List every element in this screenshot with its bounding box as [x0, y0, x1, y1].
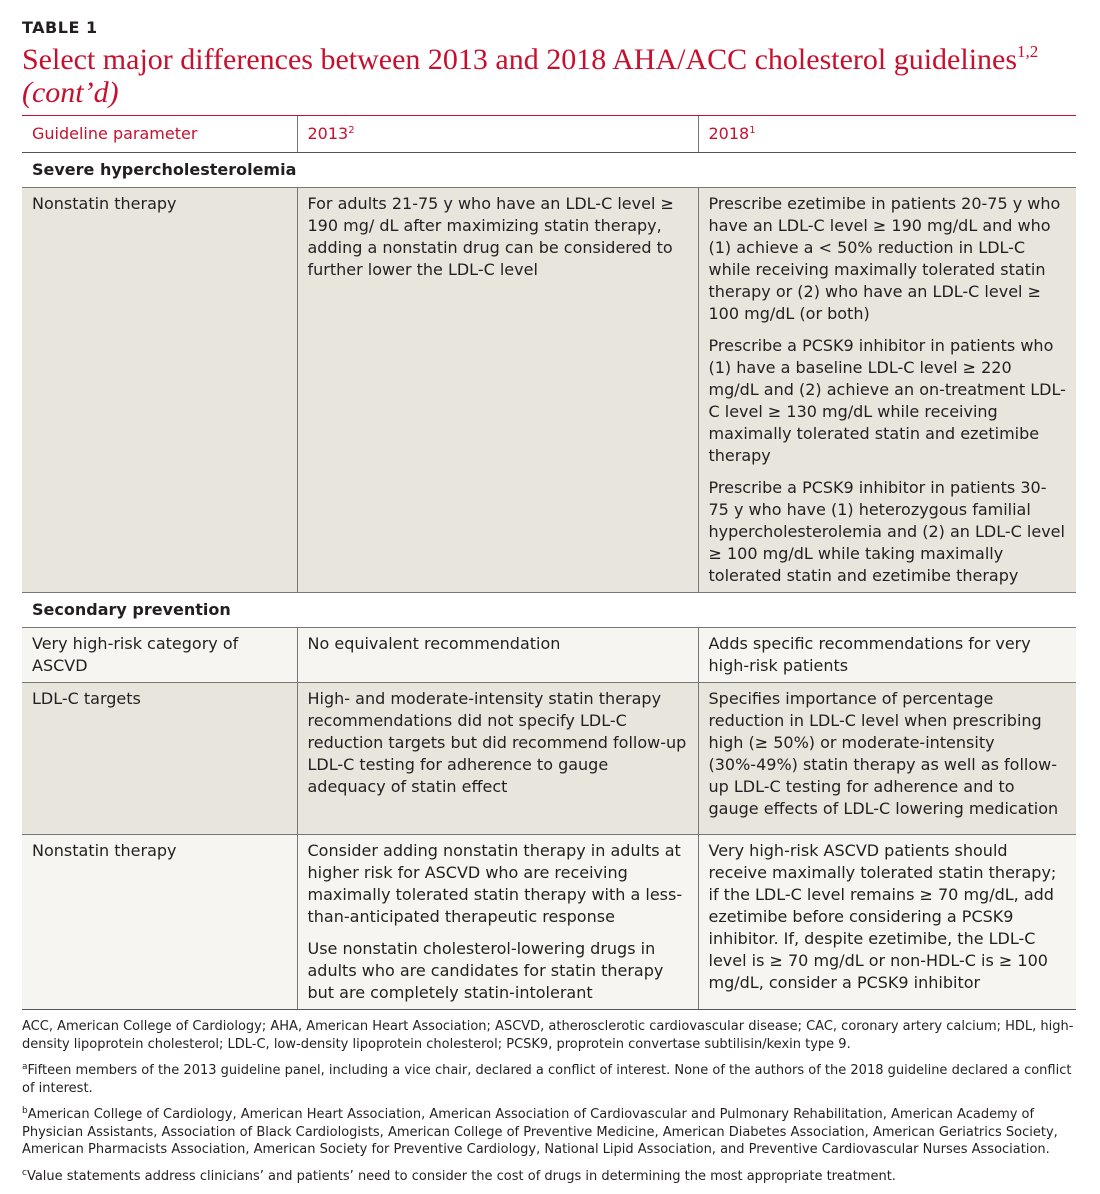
row-param: Very high-risk category of ASCVD — [22, 628, 297, 683]
table-row — [22, 628, 1076, 683]
table-row — [22, 835, 1076, 1010]
section-title: Secondary prevention — [22, 593, 1076, 628]
title-suffix: (cont’d) — [22, 76, 119, 109]
table-row — [22, 188, 1076, 593]
row-2013: High- and moderate-intensity statin therapy recommendations did not specify LDL-C reduction targets but did recommend follow-up LDL-C testing for adherence to gauge adequacy of statin effect — [297, 683, 698, 835]
row-2013: For adults 21-75 y who have an LDL-C level ≥ 190 mg/ dL after maximizing statin therapy, adding a nonstatin drug can be considered to further lower the LDL-C level — [297, 188, 698, 593]
comparison-table — [22, 115, 1076, 1010]
row-2013: Consider adding nonstatin therapy in adults at higher risk for ASCVD who are receiving maximally tolerated statin therapy with a less-than-anticipated therapeutic response Use nonstatin cholesterol-lowering drugs in adults who are candidates for statin therapy but are completely statin-intolerant — [297, 835, 698, 1010]
section-severe-hypercholesterolemia — [22, 153, 1076, 188]
section-title: Severe hypercholesterolemia — [22, 153, 1076, 188]
row-2018: Prescribe ezetimibe in patients 20-75 y who have an LDL-C level ≥ 190 mg/dL and who (1) achieve a < 50% reduction in LDL-C while receiving maximally tolerated statin therapy or (2) who have an LDL-C level ≥ 100 mg/dL (or both) Prescribe a PCSK9 inhibitor in patients who (1) have a baseline LDL-C level ≥ 220 mg/dL and (2) achieve an on-treatment LDL-C level ≥ 130 mg/dL while receiving maximally tolerated statin and ezetimibe therapy Prescribe a PCSK9 inhibitor in patients 30-75 y who have (1) heterozygous familial hypercholesterolemia and (2) an LDL-C level ≥ 100 mg/dL while taking maximally tolerated statin and ezetimibe therapy — [698, 188, 1076, 593]
title-main: Select major differences between 2013 and 2018 AHA/ACC cholesterol guidelines — [22, 43, 1018, 76]
header-2013: 2013$^2$ — [297, 116, 698, 153]
footnote-abbreviations: ACC, American College of Cardiology; AHA, American Heart Association; ASCVD, atherosclerotic cardiovascular disease; CAC, coronary artery calcium; HDL, high-density lipoprotein cholesterol; LDL-C, low-density lipoprotein cholesterol; PCSK9, proprotein convertase subtilisin/kexin type 9. — [22, 1019, 1074, 1052]
footnote-a: $^a$Fifteen members of the 2013 guideline panel, including a vice chair, declared a conflict of interest. None of the authors of the 2018 guideline declared a conflict of interest. — [22, 1062, 1072, 1096]
row-2013: No equivalent recommendation — [297, 628, 698, 683]
row-2018: Specifies importance of percentage reduction in LDL-C level when prescribing high (≥ 50%) or moderate-intensity (30%-49%) statin therapy as well as follow-up LDL-C testing for adherence and to gauge effects of LDL-C lowering medication — [698, 683, 1076, 835]
footnote-c: $^c$Value statements address clinicians’ and patients’ need to consider the cost of drugs in determining the most appropriate treatment. — [22, 1167, 896, 1184]
title-refs: 1,2 — [1017, 42, 1039, 61]
footnote-b: $^b$American College of Cardiology, American Heart Association, American Association of Cardiovascular and Pulmonary Rehabilitation, American Academy of Physician Assistants, Association of Black Cardiologists, American College of Preventive Medicine, American Diabetes Association, American Geriatrics Society, American Pharmacists Association, American Society for Preventive Cardiology, National Lipid Association, and Preventive Cardiovascular Nurses Association. — [22, 1106, 1058, 1157]
row-param: Nonstatin therapy — [22, 188, 297, 593]
table-label: TABLE 1 — [22, 18, 98, 37]
footnotes — [22, 1018, 1076, 1185]
row-2018: Very high-risk ASCVD patients should receive maximally tolerated statin therapy; if the LDL-C level remains ≥ 70 mg/dL, add ezetimibe before considering a PCSK9 inhibitor. If, despite ezetimibe, the LDL-C level is ≥ 70 mg/dL or non-HDL-C is ≥ 100 mg/dL, consider a PCSK9 inhibitor — [698, 835, 1076, 1010]
row-param: Nonstatin therapy — [22, 835, 297, 1010]
header-guideline-parameter: Guideline parameter — [22, 116, 297, 153]
section-secondary-prevention — [22, 593, 1076, 628]
header-2018: 2018$^1$ — [698, 116, 1076, 153]
row-param: LDL-C targets — [22, 683, 297, 835]
row-2018: Adds specific recommendations for very high-risk patients — [698, 628, 1076, 683]
table-row — [22, 683, 1076, 835]
table-figure — [22, 18, 1076, 1194]
table-title — [22, 43, 1076, 109]
header-row — [22, 116, 1076, 153]
